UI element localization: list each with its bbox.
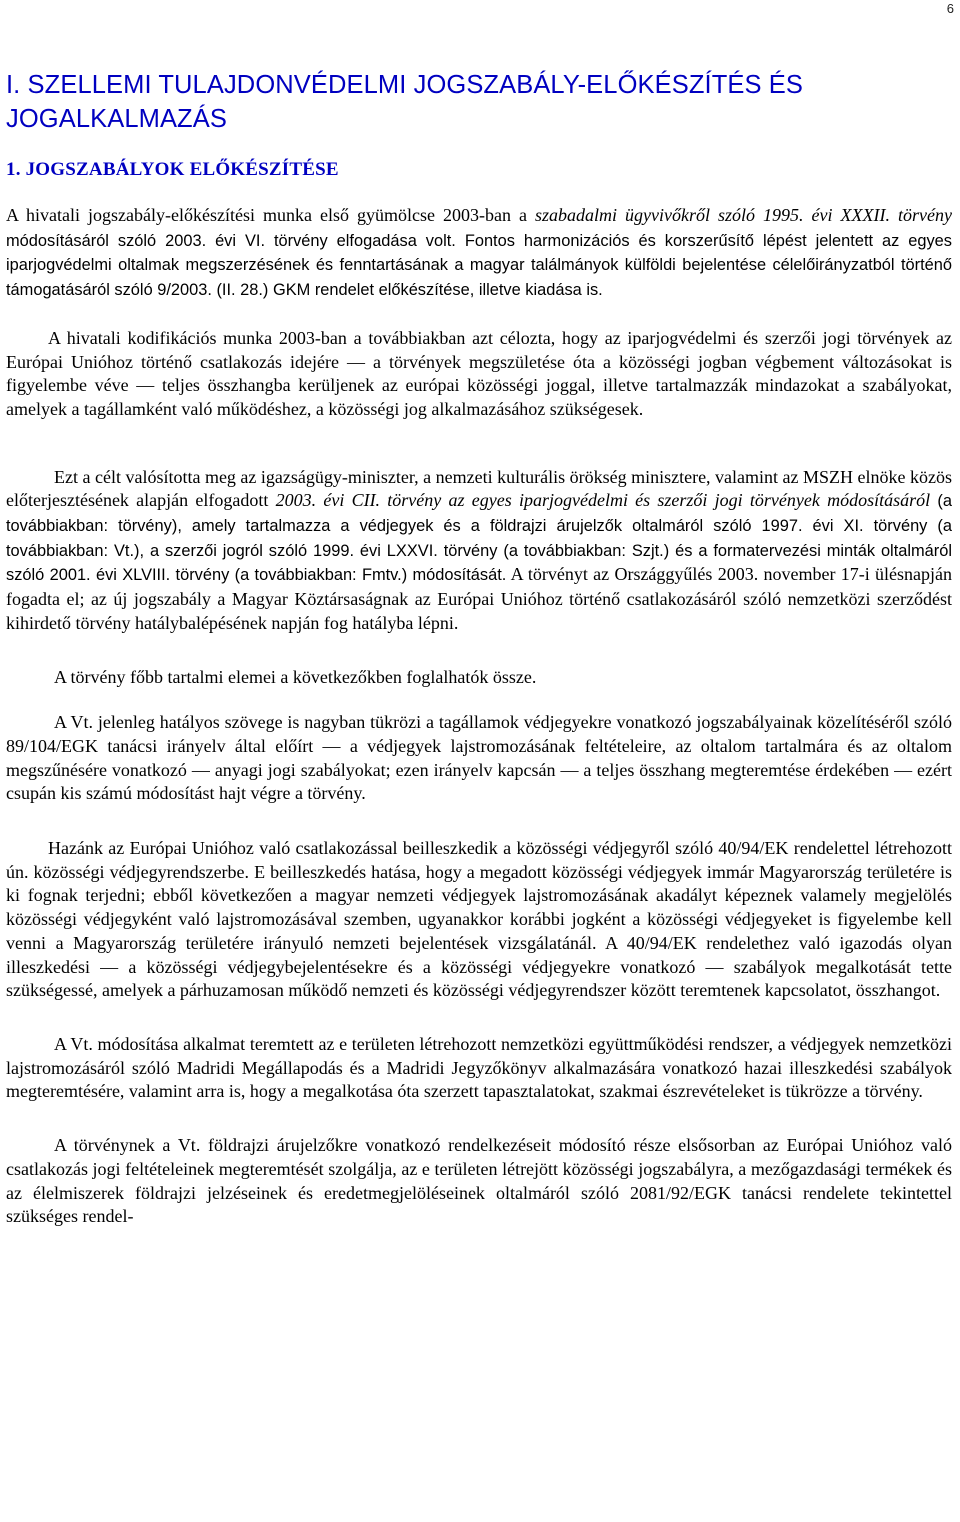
paragraph-7: A Vt. módosítása alkalmat teremtett az e területen létrehozott nemzetközi együttműködési rendszer, a védjegyek nemzetközi lajstromozásáról szóló Madridi Megállapodás és a Madridi Jegyzőkönyv alkalmazására vonatkozó hazai illeszkedési szabályok megteremtésére, valamint arra is, hogy a megalkotása óta szerzett tapasztalatokat, szakmai észrevételeket is tükrözze a törvény.: [6, 1033, 952, 1102]
paragraph-3-text-a: Ezt a célt valósította meg az igazságügy-miniszter, a nemzeti kulturális örökség minisztere, valamint az MSZH elnöke közös előterjesztésének alapján elfogadott: [6, 466, 952, 511]
paragraph-3-law-title: 2003. évi CII. törvény az egyes iparjogvédelmi és szerzői jogi törvények módosításáról: [275, 490, 931, 511]
paragraph-2: A hivatali kodifikációs munka 2003-ban a továbbiakban azt célozta, hogy az iparjogvédelmi és szerzői jogi törvények az Európai Unióhoz történő csatlakozás idejére — a törvények megszületése óta a közösségi jogban végbement változásokat is figyelembe véve — teljes összhangba kerüljenek az európai közösségi joggal, illetve tartalmazzák mindazokat a szabályokat, amelyek a tagállamként való működéshez, a közösségi jog alkalmazásához szükségesek.: [6, 327, 952, 419]
main-title: I. SZELLEMI TULAJDONVÉDELMI JOGSZABÁLY-ELŐKÉSZÍTÉS ÉS JOGALKALMAZÁS: [6, 71, 803, 133]
section-title: 1. JOGSZABÁLYOK ELŐKÉSZÍTÉSE: [6, 159, 339, 180]
paragraph-1-law-title: szabadalmi ügyvivőkről szóló 1995. évi XXXII. törvény: [535, 205, 952, 225]
paragraph-1-text-c: módosításáról szóló 2003. évi VI. törvény elfogadása volt.: [6, 231, 465, 250]
document-body: [6, 68, 952, 1229]
paragraph-1: [6, 204, 952, 303]
paragraph-5: A Vt. jelenleg hatályos szövege is nagyban tükrözi a tagállamok védjegyekre vonatkozó jogszabályainak közelítéséről szóló 89/104/EGK tanácsi irányelv által előírt — a védjegyek lajstromozásának feltételeire, az oltalom tartalmára és az oltalom megszűnésére vonatkozó — anyagi jogi szabályokat; ezen irányelv kapcsán — a teljes összhang megteremtése érdekében — ezért csupán kis számú módosítást hajt végre a törvény.: [6, 712, 952, 804]
paragraph-1-text-d: Fontos harmonizációs és korszerűsítő lépést jelentett az egyes iparjogvédelmi oltalmak megszerzésének és fenntartásának a magyar találmányok külföldi bejelentése célelőirányzatból történő támogatásáról szóló 9/2003. (II. 28.) GKM rendelet előkészítése, illetve kiadása is.: [6, 231, 952, 300]
page-number: 6: [946, 1, 954, 16]
paragraph-1-text-a: A hivatali jogszabály-előkészítési munka első gyümölcse 2003-ban a: [6, 205, 535, 225]
paragraph-6: Hazánk az Európai Unióhoz való csatlakozással beilleszkedik a közösségi védjegyről szóló 40/94/EK rendelettel létrehozott ún. közösségi védjegyrendszerbe. E beilleszkedés hatása, hogy a megadott közösségi védjegyek immár Magyarország területére is ki fognak terjedni; ebből következően a magyar nemzeti védjegyek lajstromozásának akadályt képeznek valamely megjelölés közösségi védjegyként való lajstromozásával szemben, ugyanakkor korábbi jogként a közösségi védjegyeket is figyelembe kell venni a Magyarország területére irányuló nemzeti bejelentések vizsgálatánál. A 40/94/EK rendelethez való igazodás olyan illeszkedési — a közösségi védjegybejelentésekre és a közösségi védjegyekre vonatkozó — szabályok megalkotását tette szükségessé, amelyek a párhuzamosan működő nemzeti és közösségi védjegyrendszer között teremtenek kapcsolatot, összhangot.: [6, 838, 952, 1001]
paragraph-4: A törvény főbb tartalmi elemei a következőkben foglalhatók össze.: [54, 666, 537, 687]
paragraph-3-text-c: (a továbbiakban: törvény), amely tartalmazza a védjegyek és a földrajzi árujelzők oltalmáról szóló 1997. évi XI. törvény (a továbbiakban: Vt.), a szerzői jogról szóló 1999. évi LXXVI. törvény (a továbbiakban: Szjt.) és a formatervezési minták oltalmáról szóló 2001. évi XLVIII. törvény (a továbbiakban: Fmtv.) módosítását.: [6, 492, 952, 585]
paragraph-3: [6, 466, 952, 636]
paragraph-8: A törvénynek a Vt. földrajzi árujelzőkre vonatkozó rendelkezéseit módosító része elsősorban az Európai Unióhoz való csatlakozás jogi feltételeinek megteremtését szolgálja, az e területen létrejött közösségi jogszabályra, a mezőgazdasági termékek és az élelmiszerek földrajzi jelzéseinek és eredetmegjelöléseinek oltalmáról szóló 2081/92/EGK tanácsi rendelete tekintettel szükséges rendel-: [6, 1135, 952, 1227]
paragraph-3-text-d: A törvényt az Országgyűlés 2003. november 17-i ülésnapján fogadta el; az új jogszabály a Magyar Köztársaságnak az Európai Unióhoz történő csatlakozásáról szóló nemzetközi szerződést kihirdető törvény hatálybalépésének napján fog hatályba lépni.: [6, 564, 952, 633]
